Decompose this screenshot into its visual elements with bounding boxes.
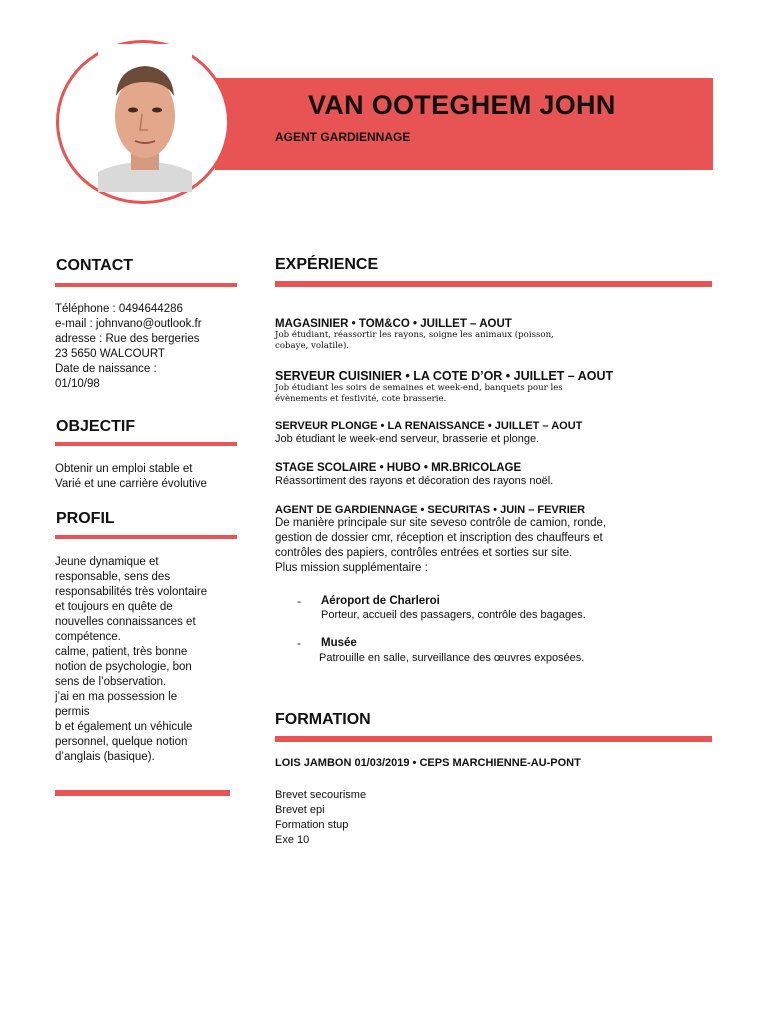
- job-entry: [275, 420, 582, 446]
- job-description: contrôles des papiers, contrôles entrées et sorties sur site.: [275, 547, 573, 559]
- experience-divider: [275, 281, 712, 287]
- job-description: Réassortiment des rayons et décoration des rayons noël.: [275, 475, 554, 487]
- experience-heading: EXPÉRIENCE: [275, 256, 379, 273]
- job-title-line: SERVEUR PLONGE • LA RENAISSANCE • JUILLET – AOUT: [275, 420, 583, 432]
- profil-line: sens de l’observation.: [55, 676, 167, 688]
- job-entry: [275, 462, 553, 488]
- contact-heading: CONTACT: [56, 257, 134, 274]
- profil-line: responsabilités très volontaire: [55, 586, 208, 598]
- profil-line: j’ai en ma possession le: [55, 691, 178, 703]
- objectif-heading: OBJECTIF: [56, 418, 136, 435]
- profil-line: et toujours en quête de: [55, 601, 173, 613]
- formation-item: Exe 10: [275, 834, 310, 846]
- profil-line: nouvelles connaissances et: [55, 616, 196, 628]
- formation-heading: FORMATION: [275, 711, 371, 728]
- profil-line: permis: [55, 706, 90, 718]
- job-entry: [275, 369, 613, 405]
- profil-heading: PROFIL: [56, 510, 115, 527]
- job-description: Job étudiant, réassortir les rayons, soigne les animaux (poisson,: [275, 330, 554, 340]
- formation-item: Brevet epi: [275, 804, 325, 816]
- profile-photo: [98, 44, 192, 192]
- profil-line: compétence.: [55, 631, 121, 643]
- mission-name: Aéroport de Charleroi: [321, 595, 440, 607]
- formation-item: Formation stup: [275, 819, 349, 831]
- profil-line: Jeune dynamique et: [55, 556, 159, 568]
- job-description: De manière principale sur site seveso contrôle de camion, ronde,: [275, 517, 607, 529]
- mission-bullet: -: [297, 636, 301, 650]
- contact-address-line1: adresse : Rue des bergeries: [55, 333, 200, 345]
- mission-description: Patrouille en salle, surveillance des œuvres exposées.: [319, 652, 585, 664]
- job-entry: [275, 504, 606, 576]
- contact-address-line2: 23 5650 WALCOURT: [55, 348, 165, 360]
- job-title-line: STAGE SCOLAIRE • HUBO • MR.BRICOLAGE: [275, 462, 522, 474]
- job-entry: [275, 318, 554, 352]
- job-title-line: MAGASINIER • TOM&CO • JUILLET – AOUT: [275, 318, 512, 330]
- job-title: AGENT GARDIENNAGE: [275, 130, 411, 144]
- mission-description: Porteur, accueil des passagers, contrôle des bagages.: [321, 609, 586, 621]
- job-description: évènements et festivité, cote brasserie.: [275, 394, 447, 404]
- contact-email: e-mail : johnvano@outlook.fr: [55, 318, 202, 330]
- contact-dob-label: Date de naissance :: [55, 363, 157, 375]
- job-description: Plus mission supplémentaire :: [275, 562, 428, 574]
- job-description: Job étudiant le week-end serveur, brasserie et plonge.: [275, 433, 540, 445]
- contact-divider: [55, 283, 237, 287]
- profil-bottom-divider: [55, 790, 230, 796]
- profil-line: notion de psychologie, bon: [55, 661, 192, 673]
- candidate-name: VAN OOTEGHEM JOHN: [308, 90, 616, 120]
- profil-line: calme, patient, très bonne: [55, 646, 188, 658]
- job-description: Job étudiant les soirs de semaines et week-end, banquets pour les: [275, 383, 563, 393]
- mission-name: Musée: [321, 637, 357, 649]
- profil-line: b et également un véhicule: [55, 721, 193, 733]
- objectif-divider: [55, 442, 237, 446]
- profil-line: responsable, sens des: [55, 571, 171, 583]
- formation-divider: [275, 736, 712, 742]
- profil-divider: [55, 535, 237, 539]
- formation-title: LOIS JAMBON 01/03/2019 • CEPS MARCHIENNE-AU-PONT: [275, 757, 581, 769]
- formation-list: [275, 788, 366, 848]
- profil-line: d’anglais (basique).: [55, 751, 155, 763]
- profil-text: [55, 555, 207, 765]
- objectif-line: Varié et une carrière évolutive: [55, 478, 207, 490]
- contact-phone: Téléphone : 0494644286: [55, 303, 183, 315]
- contact-dob-value: 01/10/98: [55, 378, 100, 390]
- job-title-line: SERVEUR CUISINIER • LA COTE D’OR • JUILLET – AOUT: [275, 369, 614, 383]
- job-description: gestion de dossier cmr, réception et inscription des chauffeurs et: [275, 532, 603, 544]
- profil-line: personnel, quelque notion: [55, 736, 188, 748]
- objectif-line: Obtenir un emploi stable et: [55, 463, 193, 475]
- formation-item: Brevet secourisme: [275, 789, 367, 801]
- mission-bullet: -: [297, 594, 301, 608]
- job-description: cobaye, volatile).: [275, 341, 350, 351]
- job-title-line: AGENT DE GARDIENNAGE • SECURITAS • JUIN – FEVRIER: [275, 504, 586, 516]
- contact-details: [55, 302, 202, 392]
- objectif-text: [55, 462, 207, 492]
